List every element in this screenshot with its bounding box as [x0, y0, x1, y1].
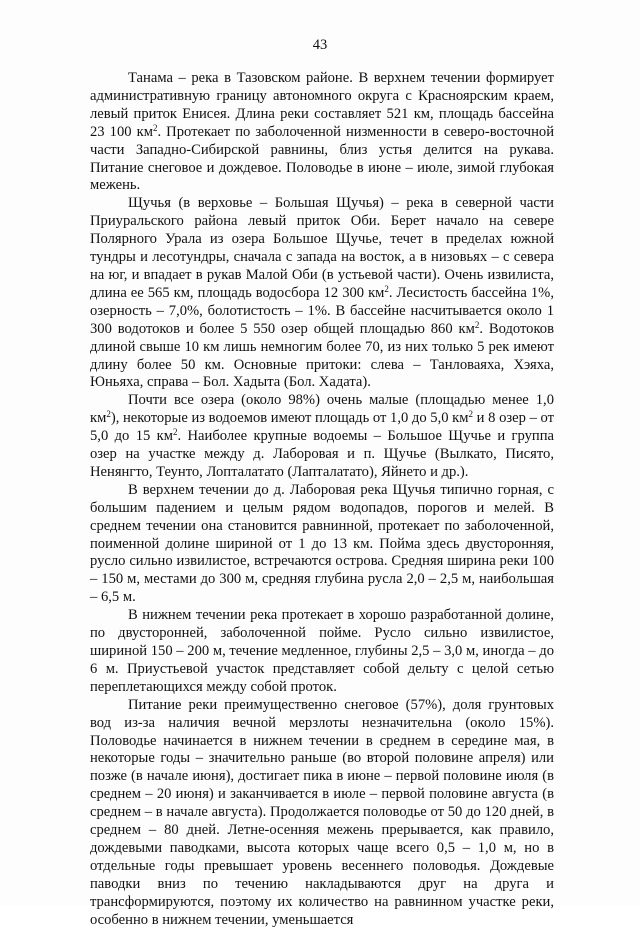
superscript: 2: [384, 283, 389, 294]
text-run: ), некоторые из водоемов имеют площадь от 1,0 до 5,0 км: [110, 410, 469, 427]
text-run: . Водотоков длиной свыше 10 км лишь немногим более 70, из них только 5 рек имеют длину более 50 км. Основные притоки: слева – Танловаяха, Хэяха, Юньяха, справа – Бол. Хадыта (Бол. Хадата).: [90, 320, 554, 391]
text-run: . Лесистость бассейна 1%, озерность – 7,0%, болотистость – 1%. В бассейне насчитывается около 1 300 водотоков и более 5 550 озер общей площадью 860 км: [90, 284, 554, 337]
text-run: В нижнем течении река протекает в хорошо разработанной долине, по двусторонней, заболоченной пойме. Русло сильно извилистое, шириной 150 – 200 м, течение медленное, глубины 2,5 – 3,0 м, иногда – до 6 м. Приустьевой участок представляет собой дельту с целой сетью переплетающихся между собой проток.: [90, 607, 554, 695]
text-run: Питание реки преимущественно снеговое (57%), доля грунтовых вод из-за наличия вечной мерзлоты незначительна (около 15%). Половодье начинается в нижнем течении в среднем в середине мая, в некоторые годы – значительно раньше (во второй половине апреля) или позже (в начале июня), достигает пика в июне – первой половине июля (в среднем – 20 июня) и заканчивается в июле – первой половине августа (в среднем – в начале августа). Продолжается половодье от 50 до 120 дней, в среднем – 80 дней. Летне-осенняя межень прерывается, как правило, дождевыми паводками, высота которых чаще всего 0,5 – 1,0 м, но в отдельные годы превышает уровень весеннего половодья. Дождевые паводки вниз по течению накладываются друг на друга и трансформируются, поэтому их количество на равнинном участке реки, особенно в нижнем течении, уменьшается: [90, 696, 554, 928]
page-number: 43: [312, 37, 328, 53]
paragraph: [90, 195, 554, 392]
text-run: Танама – река в Тазовском районе. В верхнем течении формирует административную границу автономного округа с Красноярским краем, левый приток Енисея. Длина реки составляет 521 км, площадь бассейна 23 100 км: [90, 70, 554, 140]
paragraph: [90, 607, 554, 697]
superscript: 2: [474, 319, 480, 330]
text-run: и 8 озер – от 5,0 до 15 км: [90, 410, 554, 445]
superscript: 2: [468, 409, 474, 420]
superscript: 2: [172, 427, 178, 438]
text-run: Почти все озера (около 98%) очень малые (площадью менее 1,0 км: [90, 392, 554, 427]
body-text: [90, 70, 554, 930]
text-run: В верхнем течении до д. Лаборовая река Щучья типично горная, с большим падением и целым рядом водопадов, порогов и мелей. В среднем течении она становится равнинной, протекает по заболоченной, поименной долине шириной от 1 до 13 км. Пойма здесь двусторонняя, русло сильно извилистое, встречаются острова. Средняя ширина реки 100 – 150 м, местами до 300 м, средняя глубина русла 2,0 – 2,5 м, наибольшая – 6,5 м.: [90, 481, 554, 606]
paragraph: [90, 392, 554, 482]
text-run: . Наиболее крупные водоемы – Большое Щучье и группа озер на участке между д. Лаборовая и п. Щучье (Вылкато, Писято, Ненянгто, Теунто, Лопталатато (Лапталатато), Яйнето и др.).: [90, 428, 554, 480]
superscript: 2: [106, 409, 111, 420]
paragraph: [90, 697, 554, 930]
paragraph: [90, 482, 554, 607]
text-run: . Протекает по заболоченной низменности в северо-восточной части Западно-Сибирской равнины, близ устья делится на рукава. Питание снеговое и дождевое. Половодье в июне – июле, зимой глубокая межень.: [90, 123, 555, 194]
paragraph: [90, 70, 554, 195]
text-run: Щучья (в верховье – Большая Щучья) – река в северной части Приуральского района левый приток Оби. Берет начало на севере Полярного Урала из озера Большое Щучье, течет в пределах южной тундры и лесотундры, сначала с запада на восток, а в низовьях – с севера на юг, и впадает в рукав Малой Оби (в устьевой части). Очень извилиста, длина ее 565 км, площадь водосбора 12 300 км: [90, 195, 554, 301]
superscript: 2: [152, 122, 158, 133]
